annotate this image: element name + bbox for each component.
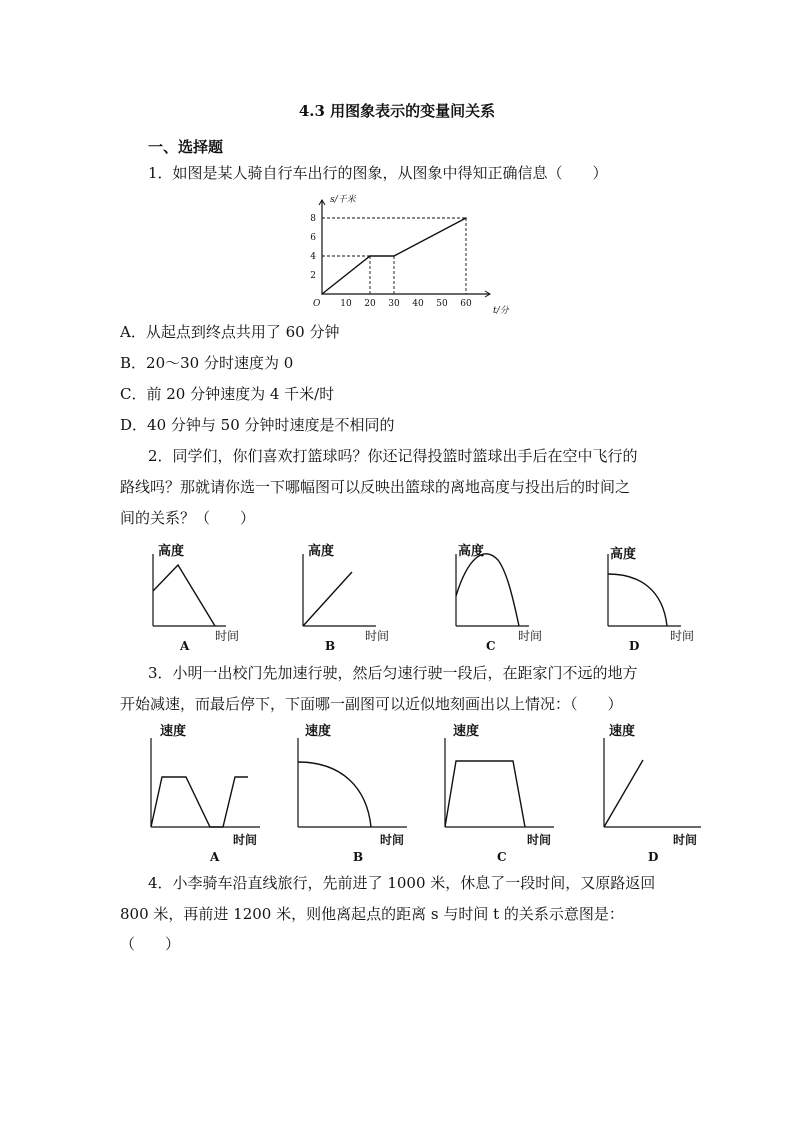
page-title: 4.3 用图象表示的变量间关系: [298, 102, 496, 120]
q2-line-3: 间的关系？（ ）: [120, 509, 256, 527]
graph-letter: B: [325, 639, 336, 653]
q4-line-1: 4．小李骑车沿直线旅行，先前进了 1000 米，休息了一段时间，又原路返回: [148, 874, 656, 892]
q4-line-2: 800 米，再前进 1200 米，则他离起点的距离 s 与时间 t 的关系示意图是：: [120, 905, 624, 923]
graph-letter: C: [497, 850, 507, 864]
x-axis-label: 时间: [673, 833, 698, 847]
q1-option-d: D．40 分钟与 50 分钟时速度是不相同的: [120, 416, 395, 434]
speed-curve: [604, 760, 643, 827]
y-axis-label: 高度: [308, 544, 335, 559]
q2-graph-b: [290, 538, 400, 658]
q4-line-3: （ ）: [120, 935, 181, 953]
x-axis-label: 时间: [527, 833, 552, 847]
y-tick-label: 4: [310, 252, 316, 262]
graph-letter: C: [486, 639, 496, 653]
height-curve: [153, 565, 215, 626]
x-tick-label: 10: [340, 299, 352, 309]
x-tick-label: 30: [388, 299, 400, 309]
q3-graph-c: [434, 718, 564, 868]
speed-curve: [151, 777, 248, 827]
y-axis-label: 速度: [453, 724, 480, 739]
y-tick-label: 8: [310, 214, 316, 224]
q1-stem: 1．如图是某人骑自行车出行的图象，从图象中得知正确信息（ ）: [148, 164, 608, 182]
graph-letter: A: [210, 850, 220, 864]
y-tick-label: 6: [310, 233, 316, 243]
q3-graph-b: [287, 718, 417, 868]
q3-line-1: 3．小明一出校门先加速行驶，然后匀速行驶一段后，在距家门不远的地方: [148, 664, 638, 682]
x-tick-label: 60: [460, 299, 472, 309]
q1-distance-time-chart: [300, 190, 530, 320]
y-axis-label: 速度: [609, 724, 636, 739]
q2-graph-c: [443, 538, 553, 658]
data-point: [465, 217, 467, 219]
origin-label: O: [313, 299, 321, 309]
height-curve: [608, 574, 667, 626]
x-axis-label: 时间: [365, 629, 390, 643]
q3-graph-a: [140, 718, 270, 868]
data-point: [369, 255, 371, 257]
q1-option-b: B．20～30 分时速度为 0: [120, 354, 294, 372]
q1-option-c: C．前 20 分钟速度为 4 千米/时: [120, 385, 335, 403]
speed-curve: [445, 761, 525, 827]
q2-graph-d: [595, 538, 705, 658]
graph-letter: D: [648, 850, 659, 864]
q1-option-a: A．从起点到终点共用了 60 分钟: [120, 323, 340, 341]
graph-letter: B: [353, 850, 364, 864]
y-axis-label: 高度: [458, 544, 485, 559]
y-axis-label: 高度: [158, 544, 185, 559]
q3-line-2: 开始减速，而最后停下，下面哪一副图可以近似地刻画出以上情况：（ ）: [120, 695, 623, 713]
section-heading: 一、选择题: [148, 138, 224, 156]
data-point: [393, 255, 395, 257]
q2-graph-a: [140, 538, 250, 658]
data-point: [321, 293, 323, 295]
x-axis-label: t/分: [493, 306, 509, 316]
x-axis-label: 时间: [670, 629, 695, 643]
q2-line-1: 2．同学们，你们喜欢打篮球吗？你还记得投篮时篮球出手后在空中飞行的: [148, 447, 638, 465]
x-axis-label: 时间: [380, 833, 405, 847]
height-curve: [456, 554, 519, 626]
y-axis-label: 高度: [610, 547, 637, 562]
graph-letter: D: [629, 639, 640, 653]
y-tick-label: 2: [310, 271, 316, 281]
x-tick-label: 20: [364, 299, 376, 309]
y-axis-label: s/千米: [330, 195, 356, 205]
y-axis-label: 速度: [305, 724, 332, 739]
x-axis-label: 时间: [233, 833, 258, 847]
height-curve: [303, 572, 352, 626]
x-axis-label: 时间: [215, 629, 240, 643]
y-axis-label: 速度: [160, 724, 187, 739]
graph-letter: A: [180, 639, 190, 653]
speed-curve: [298, 762, 371, 827]
q3-graph-d: [593, 718, 723, 868]
x-axis-label: 时间: [518, 629, 543, 643]
q2-line-2: 路线吗？那就请你选一下哪幅图可以反映出篮球的离地高度与投出后的时间之: [120, 478, 631, 496]
x-tick-label: 40: [412, 299, 424, 309]
x-tick-label: 50: [436, 299, 448, 309]
